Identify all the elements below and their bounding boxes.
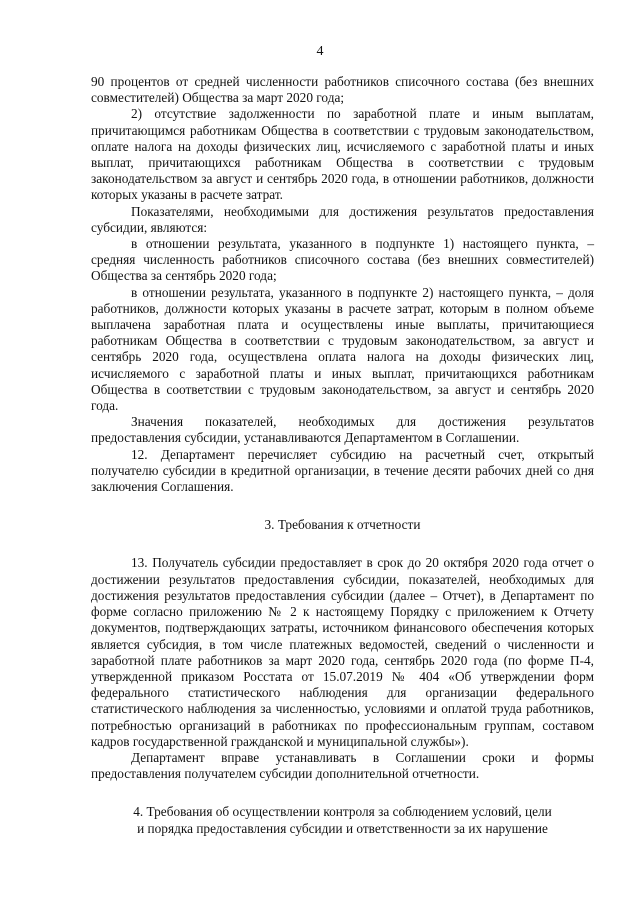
paragraph: Показателями, необходимыми для достижения результатов предоставления субсидии, являются: <box>91 203 594 235</box>
section-heading-3: 3. Требования к отчетности <box>264 517 421 533</box>
paragraph: в отношении результата, указанного в подпункте 2) настоящего пункта, – доля работников, должности которых указаны в расчете затрат, которым в полном объеме выплачена заработная плата и осуществлены иные выплаты, причитающиеся работникам Общества в соответствии с трудовым законодательством, за август и сентябрь 2020 года, осуществлена оплата налога на доходы физических лиц, исчисляемого с заработной платы и иных выплат, причитающихся работникам Общества в соответствии с трудовым законодательством, за август и сентябрь 2020 года. <box>91 284 594 414</box>
page-number: 4 <box>316 44 324 59</box>
section-heading-4-line1: 4. Требования об осуществлении контроля за соблюдением условий, цели <box>133 804 552 820</box>
paragraph: 12. Департамент перечисляет субсидию на расчетный счет, открытый получателю субсидии в кредитной организации, в течение десяти рабочих дней со дня заключения Соглашения. <box>91 446 594 495</box>
paragraph: 2) отсутствие задолженности по заработной плате и иным выплатам, причитающимся работникам Общества в соответствии с трудовым законодательством, оплате налога на доходы физических лиц, исчисляемого с заработной платы и иных выплат, причитающихся работникам Общества в соответствии с трудовым законодательством за август и сентябрь 2020 года, в отношении работников, должности которых указаны в расчете затрат. <box>91 106 594 203</box>
section-heading-4 <box>91 804 594 836</box>
paragraph: 13. Получатель субсидии предоставляет в срок до 20 октября 2020 года отчет о достижении результатов предоставления субсидии, показателей, необходимых для достижения результатов предоставления субсидии (далее – Отчет), в Департамент по форме согласно приложению № 2 к настоящему Порядку с приложением к Отчету документов, подтверждающих затраты, источником финансового обеспечения которых является субсидия, в том числе платежных ведомостей, сведений о численности и заработной плате работников за март 2020 года, сентябрь 2020 года (по форме П-4, утвержденной приказом Росстата от 15.07.2019 № 404 «Об утверждении форм федерального статистического наблюдения для организации федерального статистического наблюдения за численностью, условиями и оплатой труда работников, потребностью организаций в работниках по профессиональным группам, составом кадров государственной гражданской и муниципальной службы»). <box>91 555 594 749</box>
paragraph: 90 процентов от средней численности работников списочного состава (без внешних совместителей) Общества за март 2020 года; <box>91 74 594 106</box>
paragraph: Департамент вправе устанавливать в Соглашении сроки и формы предоставления получателем субсидии дополнительной отчетности. <box>91 749 594 782</box>
paragraph: Значения показателей, необходимых для достижения результатов предоставления субсидии, устанавливаются Департаментом в Соглашении. <box>91 414 594 446</box>
paragraph: в отношении результата, указанного в подпункте 1) настоящего пункта, – средняя численность работников списочного состава (без внешних совместителей) Общества за сентябрь 2020 года; <box>91 236 594 284</box>
section-heading-4-line2: и порядка предоставления субсидии и ответственности за их нарушение <box>137 820 548 836</box>
document-body <box>91 74 594 837</box>
